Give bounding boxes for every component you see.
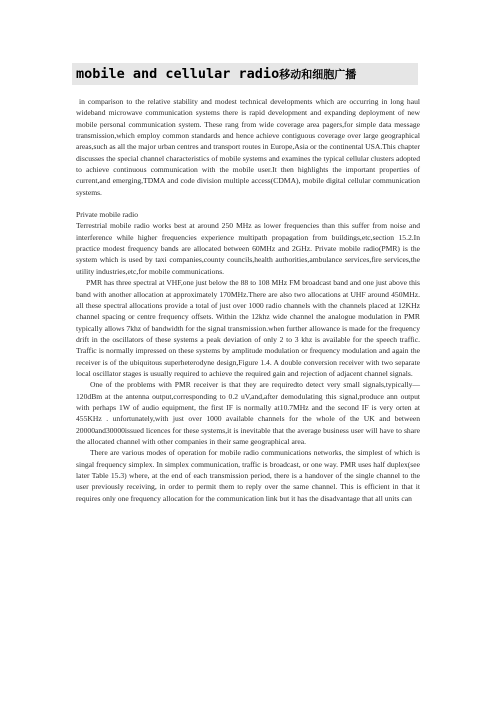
- section-heading: Private mobile radio: [76, 210, 138, 220]
- paragraph-gap: [76, 198, 420, 209]
- title-chinese: 移动和细胞广播: [279, 68, 357, 81]
- body-paragraph: PMR has three spectral at VHF,one just below the 88 to 108 MHz FM broadcast band and one just above this band with another allocation at approximately 170MHz.There are also two allocations at UHF around 450MHz. all these spectral allocations provide a total of just over 1000 radio channels with the channels placed at 12KHz channel spacing or centre frequency offsets. Within the 12khz wide channel the analogue modulation in PMR typically allows 7khz of bandwidth for the signal transmission.when further allowance is made for the frequency drift in the oscillators of these systems a peak deviation of only 2 to 3 khz is available for the speech traffic. Traffic is normally impressed on these systems by amplitude modulation or frequency modulation and again the receiver is of the ubiquitous superheterodyne design,Figure 1.4. A double conversion receiver with two separate local oscillator stages is usually required to achieve the required gain and rejection of adjacent channel signals.: [76, 278, 420, 378]
- intro-paragraph: in comparison to the relative stability and modest technical developments which are occurring in long haul wideband microwave communication systems there is rapid development and expanding deployment of new mobile personal communication system. These rang from wide coverage area pagers,for simple data message transmission,which employ common standards and hence achieve contiguous coverage over large geographical areas,such as all the major urban centres and transport routes in Europe,Asia or the continental USA.This chapter discusses the special channel characteristics of mobile systems and examines the typical cellular clusters adopted to achieve continuous communication with the mobile user.It then highlights the important properties of current,and emerging,TDMA and code division multiple access(CDMA), mobile digital cellular communication systems.: [76, 97, 420, 197]
- body-paragraph: Terrestrial mobile radio works best at around 250 MHz as lower frequencies than this suffer from noise and interference while higher frequencies experience multipath propagation from buildings,etc,section 15.2.In practice modest frequency bands are allocated between 60MHz and 2GHz. Private mobile radio(PMR) is the system which is used by taxi companies,county councils,health authorities,ambulance services,fire services,the utility industries,etc,for mobile communications.: [76, 221, 420, 276]
- body-paragraph: One of the problems with PMR receiver is that they are requiredto detect very small signals,typically—120dBm at the antenna output,corresponding to 0.2 uV,and,after demodulating this signal,produce ann output with perhaps 1W of audio equipment, the first IF is normally at10.7MHz and the second IF is very orten at 455KHz . unfortunately,with just over 1000 available channels for the whole of the UK and between 20000and30000issued licences for these systems,it is inevitable that the average business user will have to share the allocated channel with other companies in their same geographical area.: [76, 380, 420, 446]
- title-english: mobile and cellular radio: [76, 66, 280, 82]
- document-title: [76, 65, 356, 84]
- document-body: [76, 96, 420, 504]
- body-paragraph: There are various modes of operation for mobile radio communications networks, the simplest of which is singal frequency simplex. In simplex communication, traffic is broadcast, or one way. PMR uses half duplex(see later Table 15.3) where, at the end of each transmission period, there is a handover of the single channel to the user previously receiving, in order to permit them to reply over the same channel. This is efficient in that it requires only one frequency allocation for the communication link but it has the disadvantage that all units can: [76, 448, 420, 503]
